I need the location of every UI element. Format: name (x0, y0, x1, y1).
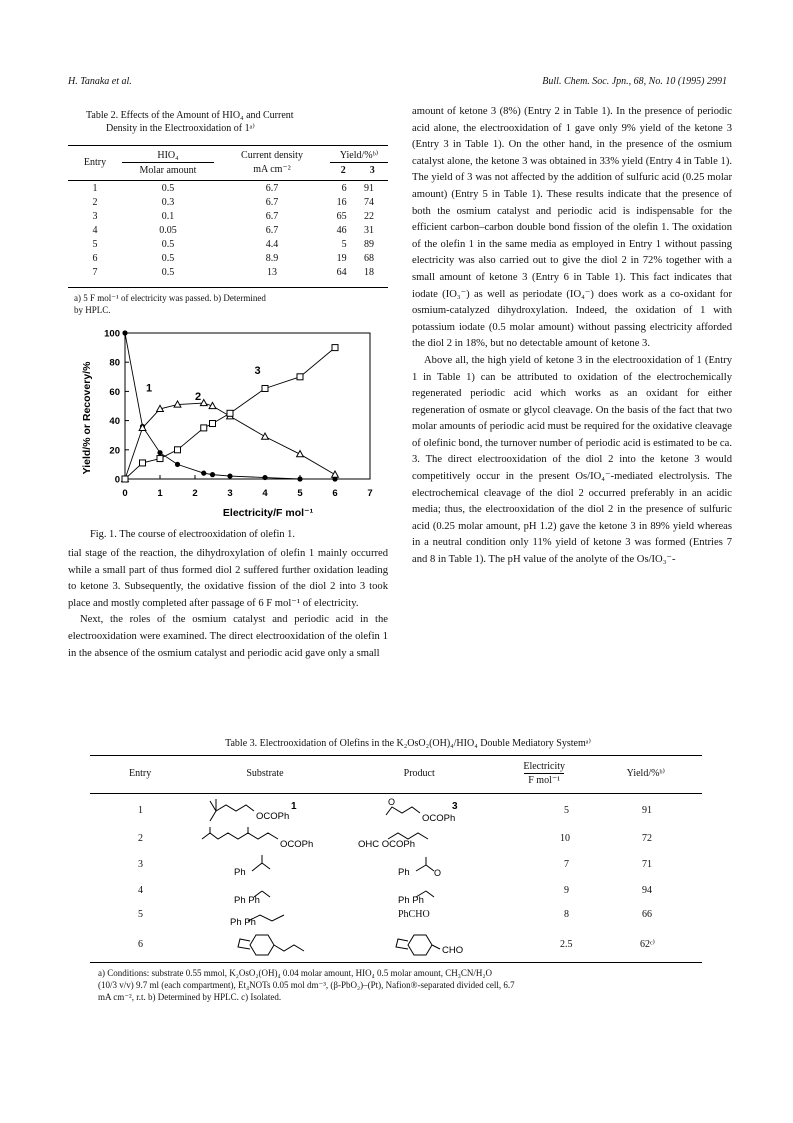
table3-footnote (98, 967, 708, 1003)
table2-head-unit: mA cm⁻² (253, 164, 291, 176)
table-row (90, 905, 702, 929)
yield-value: 66 (642, 909, 652, 920)
table3-note-line: a) Conditions: substrate 0.55 mmol, K₂OsO₂(OH)₄ 0.04 molar amount, HIO₄ 0.5 molar amount, CH₃CN/H₂O (98, 968, 493, 978)
substrate-structure (230, 905, 320, 929)
figure1-caption: Fig. 1. The course of electrooxidation of olefin 1. (90, 529, 295, 540)
series-label: 3 (254, 364, 261, 377)
table2-caption (86, 109, 386, 135)
entry-number: 5 (138, 909, 143, 920)
product-structure-piperonal (386, 929, 486, 959)
table-row (90, 797, 702, 825)
table-row: 4 0.05 6.7 46 31 (92, 224, 374, 236)
data-point (200, 399, 207, 405)
entry-number: 3 (138, 859, 143, 870)
data-point (297, 451, 304, 457)
data-point (262, 433, 269, 439)
data-point (227, 410, 233, 416)
electricity-value: 9 (564, 885, 569, 896)
y-tick-label: 60 (109, 386, 120, 398)
x-tick-label: 4 (262, 488, 268, 499)
table-row: 3 0.1 6.7 65 22 (92, 210, 374, 222)
x-axis-label: Electricity/F mol⁻¹ (222, 507, 314, 519)
figure1-chart (70, 323, 390, 520)
table2-head-yield: Yield/%ᵇ⁾ (330, 148, 388, 163)
table2 (68, 148, 388, 279)
table2-head-3: 3 (369, 164, 375, 176)
series-label: 1 (146, 382, 153, 395)
table3-note-line: (10/3 v/v) 9.7 ml (each compartment), Et₄NOTs 0.05 mol dm⁻³, (β-PbO₂)–(Pt), Nafion®-separated divided cell, 6.7 (98, 980, 515, 990)
x-tick-label: 5 (297, 488, 303, 499)
entry-number: 1 (138, 805, 143, 816)
table2-head-2: 2 (340, 164, 346, 176)
table2-bottom-rule (68, 287, 388, 288)
y-tick-label: 0 (114, 474, 120, 486)
table3-top-rule (90, 755, 702, 756)
electricity-value: 8 (564, 909, 569, 920)
data-point (210, 472, 215, 477)
electricity-value: 10 (560, 833, 570, 844)
electricity-value: 2.5 (560, 939, 573, 950)
table3-head-product: Product (403, 767, 435, 779)
paragraph: Above all, the high yield of ketone 3 in the electrooxidation of 1 (Entry 1 in Table 1) can be attributed to oxidation of the electrochemically regenerated periodic acid which works as an oxidant for either regeneration of osmate or glycol cleavage. On the basis of the fact that two molar amounts of periodic acid must be required for the oxidative cleavage of olefinic bond, the turnover number of periodic acid is estimated to be ca. 3. The direct electrooxidation of the diol 2 into the ketone 3 would competitively occur in the present Os/IO₄⁻-mediated electrolysis. The electrochemical cleavage of the diol 2 occurred preferably in an acidic media; thus, the electrooxidation of the diol 2 in the presence of sulfuric acid (0.25 molar amount, pH 1.2) gave the ketone 3 in 89% yield whereas in a neutral condition only 11% yield of ketone 3 was formed (Entries 7 and 8 in Table 1). The pH value of the anolyte of the Os/IO₃⁻- (412, 354, 732, 566)
table3-head-elec-line1: Electricity (523, 760, 566, 772)
product-label: PhCHO (398, 909, 430, 920)
y-axis-label: Yield/% or Recovery/% (81, 361, 93, 475)
yield-value: 62ᶜ⁾ (640, 939, 656, 950)
table-row (90, 879, 702, 905)
paragraph: tial stage of the reaction, the dihydroxylation of olefin 1 mainly occurred while a small part of thus formed diol 2 suffered further oxidation leading to ketone 3. Subsequently, the oxidative fission of the diol 2 into 3 took place and mostly completed after passage of 6 F mol⁻¹ of electricity. (68, 548, 388, 609)
product-label: OCOPh (422, 813, 456, 824)
table-row (90, 825, 702, 853)
series-label: 2 (195, 391, 202, 404)
data-point (332, 345, 338, 351)
paragraph: Next, the roles of the osmium catalyst and periodic acid in the electrooxidation were examined. The direct electrooxidation of the olefin 1 in the absence of the osmium catalyst and periodic acid gave only a small (68, 614, 388, 659)
table2-note-b: by HPLC. (74, 305, 111, 315)
substrate-structure-benzodioxole (228, 929, 328, 959)
table2-head-hio4: HIO₄ (122, 148, 214, 163)
product-structure-3 (378, 797, 488, 825)
table2-body (68, 181, 388, 280)
y-tick-label: 20 (109, 445, 120, 457)
x-tick-label: 2 (192, 488, 198, 499)
table3-note-line: mA cm⁻², r.t. b) Determined by HPLC. c) Isolated. (98, 992, 282, 1002)
data-point (210, 421, 216, 427)
table2-note-a: a) 5 F mol⁻¹ of electricity was passed. b) Determined (74, 293, 266, 303)
data-point (175, 447, 181, 453)
data-point (140, 460, 146, 466)
substrate-structure (198, 825, 338, 853)
table2-head-entry: Entry (83, 157, 107, 168)
product-label: Ph (398, 867, 410, 878)
running-header-journal: Bull. Chem. Soc. Jpn., 68, No. 10 (1995) 2991 (542, 76, 727, 87)
electricity-value: 7 (564, 859, 569, 870)
svg-text:O: O (388, 797, 396, 807)
compound-number: 1 (291, 801, 297, 812)
table3 (90, 758, 702, 788)
product-structure (398, 853, 478, 879)
left-column-text (68, 546, 388, 662)
y-tick-label: 80 (109, 357, 120, 369)
data-point (157, 450, 162, 455)
substrate-label: Ph Ph (234, 895, 260, 905)
compound-number: 3 (452, 801, 458, 812)
substrate-label: Ph Ph (230, 917, 256, 928)
table-row: 1 0.5 6.7 6 91 (92, 182, 374, 194)
table2-footnote (74, 292, 386, 316)
data-point (122, 330, 127, 335)
y-tick-label: 100 (104, 328, 120, 340)
substrate-structure-1 (198, 797, 308, 825)
table-row (90, 929, 702, 959)
yield-value: 72 (642, 833, 652, 844)
x-tick-label: 7 (367, 488, 373, 499)
data-point (201, 425, 207, 431)
table-row: 2 0.3 6.7 16 74 (92, 196, 374, 208)
data-point (332, 471, 339, 477)
data-point (262, 475, 267, 480)
table-row: 6 0.5 8.9 19 68 (92, 252, 374, 264)
data-point (157, 456, 163, 462)
substrate-label: Ph (234, 867, 246, 878)
svg-text:O: O (434, 868, 442, 878)
table-row: 5 0.5 4.4 5 89 (92, 238, 374, 250)
y-tick-label: 40 (109, 416, 120, 428)
substrate-structure (230, 853, 310, 879)
table2-caption-line1: Table 2. Effects of the Amount of HIO₄ and Current (86, 110, 294, 121)
table3-bottom-rule (90, 962, 702, 963)
x-tick-label: 0 (122, 488, 128, 499)
table2-caption-line2: Density in the Electrooxidation of 1ᵃ⁾ (106, 123, 255, 134)
right-column-text (412, 104, 732, 569)
table2-head-molar: Molar amount (139, 164, 197, 176)
entry-number: 2 (138, 833, 143, 844)
yield-value: 94 (642, 885, 652, 896)
table-row: 7 0.5 13 64 18 (92, 266, 374, 278)
x-tick-label: 1 (157, 488, 163, 499)
table3-head-electricity (499, 758, 590, 788)
yield-value: 71 (642, 859, 652, 870)
table3-head-yield: Yield/%ᵇ⁾ (626, 767, 665, 779)
table3-head-rule (90, 793, 702, 794)
product-structure (398, 879, 478, 905)
data-point (175, 462, 180, 467)
substrate-structure (230, 879, 310, 905)
table2-head-current: Current density (241, 149, 303, 161)
table2-top-rule (68, 145, 388, 146)
table3-caption: Table 3. Electrooxidation of Olefins in the K₂OsO₂(OH)₄/HIO₄ Double Mediatory Systemᵃ⁾ (225, 738, 591, 749)
table3-head-entry: Entry (129, 767, 152, 779)
substrate-label: OCOPh (256, 811, 290, 822)
product-label: CHO (442, 945, 464, 956)
substrate-label: OCOPh (280, 839, 314, 850)
data-point (227, 473, 232, 478)
yield-value: 91 (642, 805, 652, 816)
data-point (297, 476, 302, 481)
running-header-author: H. Tanaka et al. (68, 76, 132, 87)
product-label: OHC OCOPh (358, 839, 416, 850)
entry-number: 4 (138, 885, 143, 896)
data-point (262, 385, 268, 391)
product-structure (358, 825, 498, 853)
x-tick-label: 6 (332, 488, 338, 499)
x-tick-label: 3 (227, 488, 233, 499)
table3-body (90, 797, 702, 959)
electricity-value: 5 (564, 805, 569, 816)
entry-number: 6 (138, 939, 143, 950)
data-point (201, 471, 206, 476)
paragraph: amount of ketone 3 (8%) (Entry 2 in Table 1). In the presence of periodic acid alone, the electrooxidation of 1 gave only 9% yield of the ketone 3 (Entry 3 in Table 1). On the other hand, in the presence of the osmium catalyst alone, the ketone 3 was obtained in 33% yield (Entry 4 in Table 1). The yield of 3 was not affected by the addition of sulfuric acid (0.25 molar amount) (Entry 5 in Table 1). These results indicate that the presence of both the osmium catalyst and periodic acid is indispensable for the efficient carbon–carbon double bond fission of the olefin 1. The oxidation of the olefin 1 in the same media as employed in Entry 1 without passing electricity was also carried out to give the diol 2 in 72% together with a small amount of ketone 3 (Entry 6 in Table 1). This fact indicates that iodate (IO₃⁻) as well as periodate (IO₄⁻) does work as a co-oxidant for osmium-catalyzed dihydroxylation. Indeed, the oxidation of 1 with potassium iodate (0.5 molar amount) without passing electricity afforded the diol 2 in 18%, but no detectable amount of ketone 3. (412, 106, 732, 350)
table3-head-elec-line2: F mol⁻¹ (524, 773, 564, 787)
table3-head-substrate: Substrate (246, 767, 284, 779)
data-point (122, 476, 128, 482)
data-point (297, 374, 303, 380)
product-label: Ph Ph (398, 895, 424, 905)
table-row (90, 853, 702, 879)
